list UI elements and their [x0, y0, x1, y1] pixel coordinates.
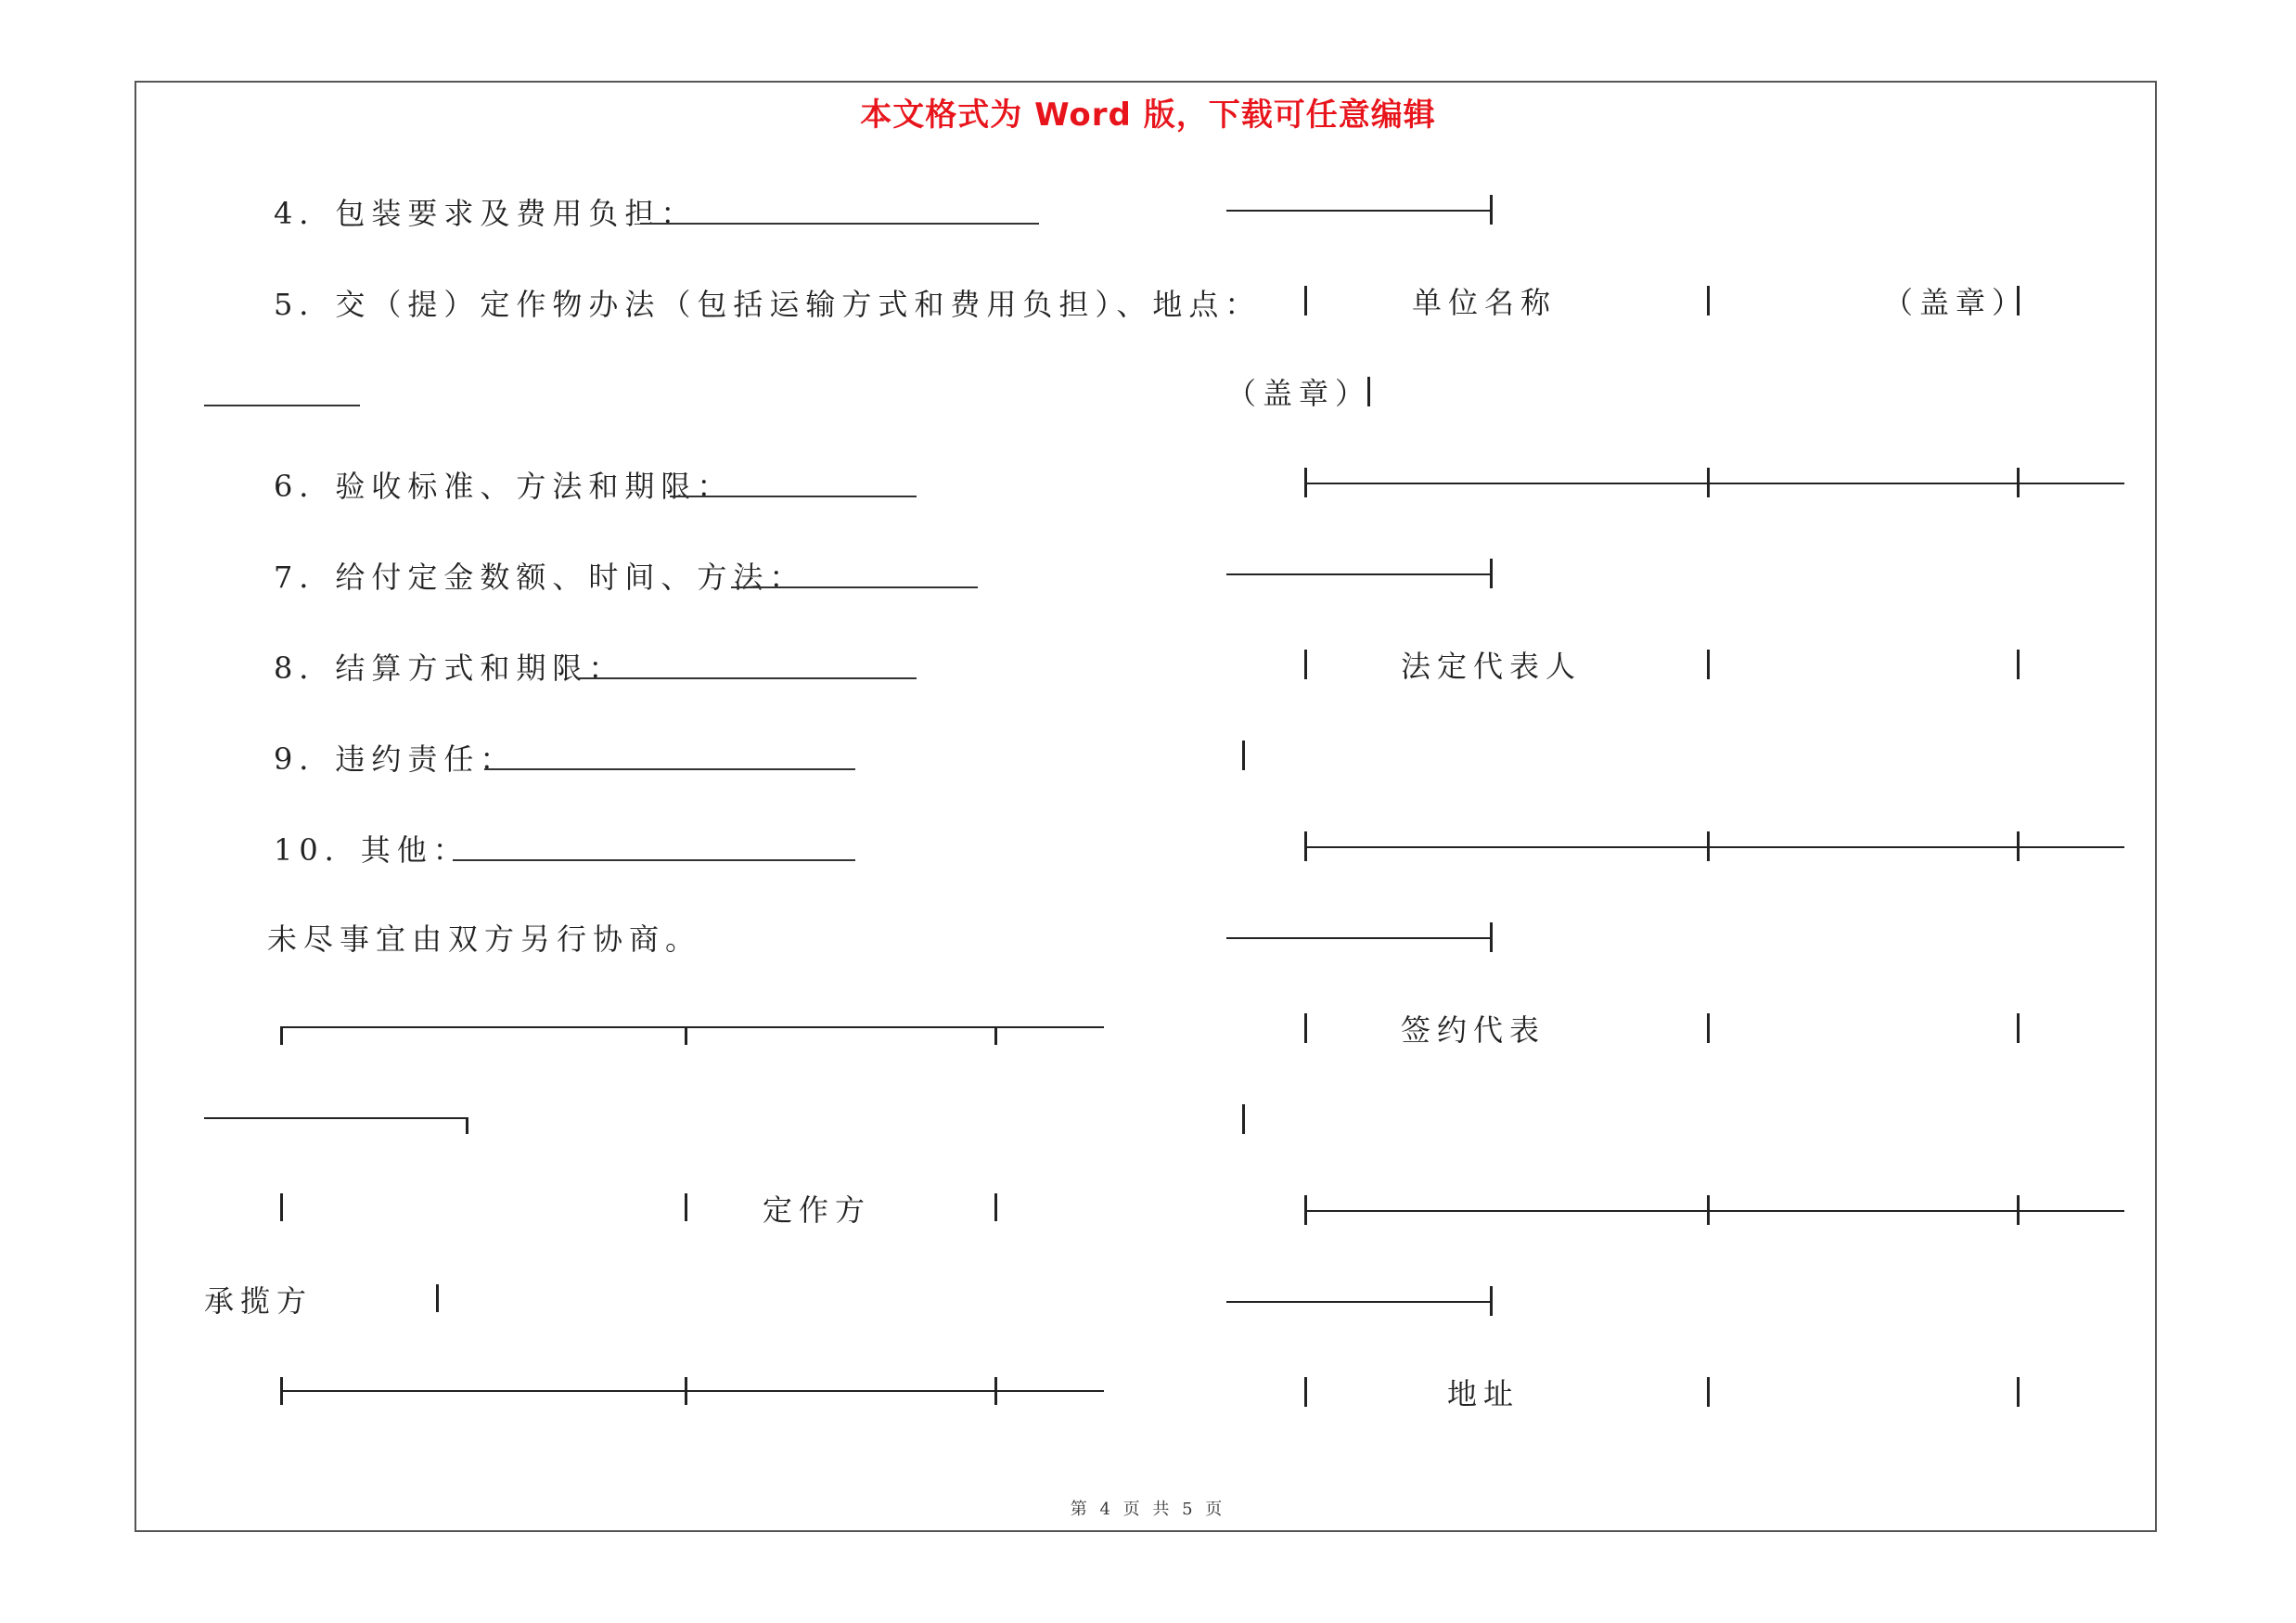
table-cross [1707, 1195, 1710, 1225]
table-bar [1707, 286, 1710, 316]
clause-4-label: 4．包装要求及费用负担： [274, 196, 698, 231]
word-format-banner: 本文格式为 Word 版，下载可任意编辑 [860, 97, 1436, 134]
table-cross [1304, 1195, 1307, 1225]
table-rule [280, 1390, 1104, 1392]
table-bar [2017, 1013, 2020, 1043]
table-cross [994, 1377, 997, 1405]
table-corner [1490, 922, 1493, 952]
table-bar [1304, 1377, 1307, 1407]
unit-name-label: 单位名称 [1412, 285, 1558, 320]
table-tick [685, 1026, 687, 1045]
closing-note: 未尽事宜由双方另行协商。 [267, 921, 702, 957]
table-rule [1226, 1301, 1492, 1303]
table-tick [994, 1026, 997, 1045]
clause-6-blank [670, 496, 917, 497]
clause-5-label: 5．交（提）定作物办法（包括运输方式和费用负担）、地点： [274, 287, 1262, 322]
clause-10-blank [453, 859, 855, 861]
party-dingzuofang-label: 定作方 [763, 1192, 872, 1228]
table-cross [2017, 468, 2020, 497]
clause-8-blank [577, 677, 917, 679]
table-bar [2017, 286, 2020, 316]
page-number: 第 4 页 共 5 页 [1070, 1500, 1226, 1519]
legal-rep-label: 法定代表人 [1401, 649, 1583, 684]
table-bar [280, 1193, 283, 1221]
table-bar [1707, 1013, 1710, 1043]
table-cross [685, 1377, 687, 1405]
table-bar [1242, 741, 1245, 770]
clause-8-label: 8．结算方式和期限： [274, 650, 625, 686]
table-rule [1226, 573, 1492, 575]
table-cross [1707, 468, 1710, 497]
signing-rep-label: 签约代表 [1401, 1012, 1546, 1048]
address-label: 地址 [1447, 1376, 1520, 1411]
clause-4-blank [640, 223, 1039, 225]
table-bar [1367, 377, 1370, 406]
table-rule [1304, 846, 2124, 848]
table-bar [1304, 286, 1307, 316]
clause-5-blank [204, 405, 360, 406]
table-corner [466, 1117, 468, 1134]
clause-9-label: 9．违约责任： [274, 741, 517, 777]
table-corner [1490, 559, 1493, 588]
table-bar [1707, 1377, 1710, 1407]
clause-7-blank [731, 586, 978, 588]
table-bar [2017, 1377, 2020, 1407]
seal-label: （盖章） [1883, 285, 2029, 320]
table-bar [436, 1284, 439, 1312]
table-rule [1226, 210, 1492, 212]
table-corner [280, 1026, 283, 1045]
table-cross [1304, 468, 1307, 497]
table-cross [2017, 1195, 2020, 1225]
table-corner [1490, 1286, 1493, 1316]
table-corner [1490, 195, 1493, 225]
seal-label-2: （盖章） [1226, 376, 1372, 411]
table-bar [1304, 650, 1307, 679]
clause-6-label: 6．验收标准、方法和期限： [274, 469, 734, 504]
table-bar [1304, 1013, 1307, 1043]
table-rule [1304, 483, 2124, 484]
table-bar [1707, 650, 1710, 679]
table-bar [2017, 650, 2020, 679]
party-chenglanfang-label: 承揽方 [204, 1283, 314, 1319]
table-rule [1304, 1210, 2124, 1212]
table-bar [1242, 1104, 1245, 1134]
table-cross [1304, 831, 1307, 861]
table-bar [685, 1193, 687, 1221]
table-cross [1707, 831, 1710, 861]
clause-7-label: 7．给付定金数额、时间、方法： [274, 560, 806, 595]
table-rule [204, 1117, 468, 1119]
clause-9-blank [484, 768, 855, 770]
table-bar [994, 1193, 997, 1221]
table-cross [2017, 831, 2020, 861]
table-rule [1226, 937, 1492, 939]
table-rule [280, 1026, 1104, 1028]
clause-10-label: 10．其他： [274, 832, 469, 868]
table-cross [280, 1377, 283, 1405]
